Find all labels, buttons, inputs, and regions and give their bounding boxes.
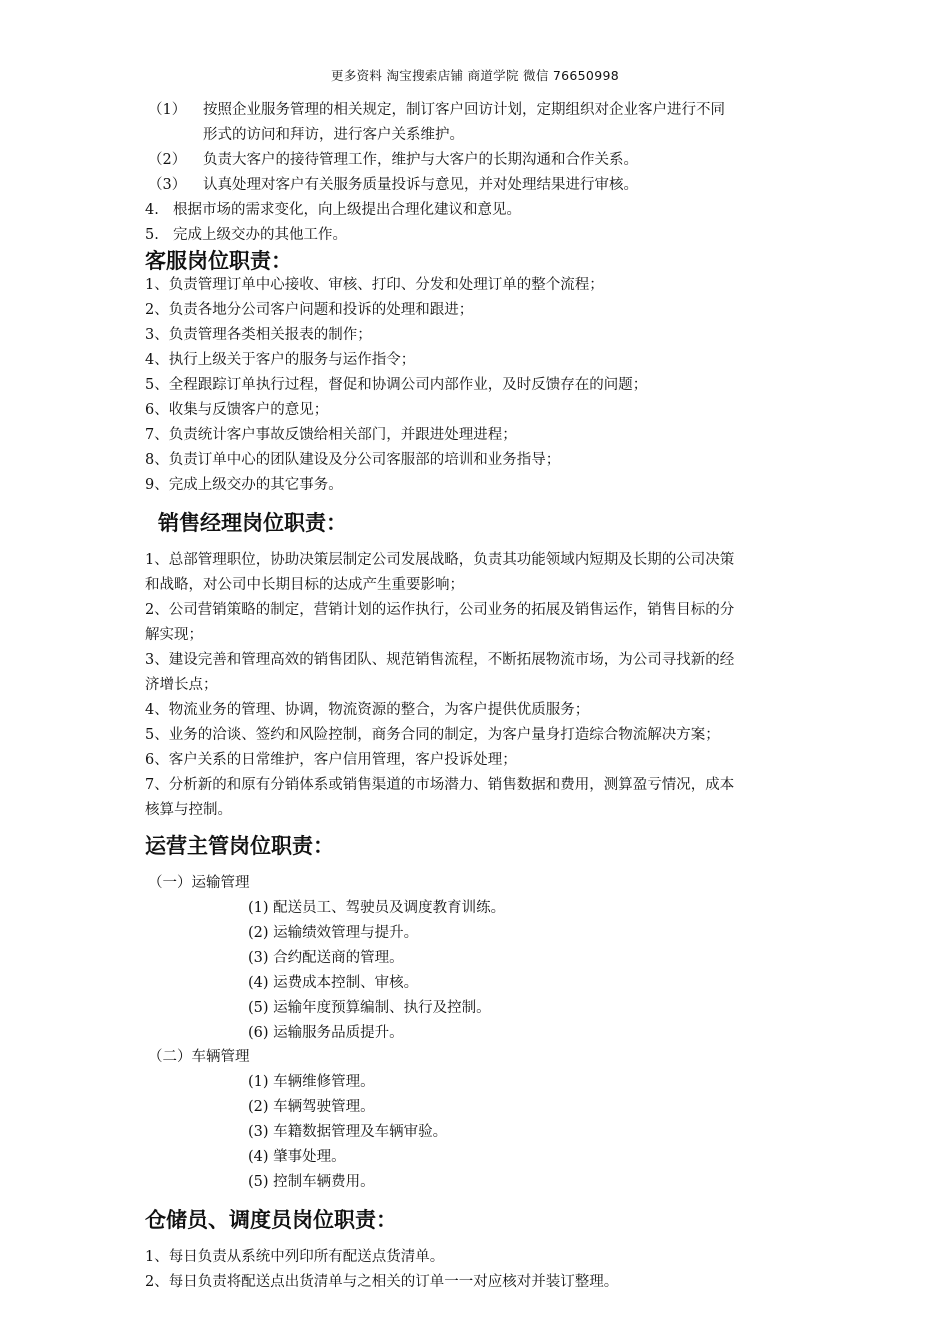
intro-item-5-number: 5. xyxy=(145,227,159,243)
xiaoshou-item-line: 4、物流业务的管理、协调，物流资源的整合，为客户提供优质服务； xyxy=(145,702,590,718)
yunying-group-item: (5) 控制车辆费用。 xyxy=(248,1174,375,1190)
yunying-group-item: (3) 车籍数据管理及车辆审验。 xyxy=(248,1124,448,1140)
intro-item-1-number: （1） xyxy=(148,102,187,118)
xiaoshou-item-line: 2、公司营销策略的制定，营销计划的运作执行，公司业务的拓展及销售运作，销售目标的分 xyxy=(145,602,735,618)
intro-item-2 xyxy=(148,150,638,170)
yunying-group-item: (4) 肇事处理。 xyxy=(248,1149,346,1165)
xiaoshou-item-line: 解实现； xyxy=(145,627,203,643)
intro-item-5-text: 完成上级交办的其他工作。 xyxy=(173,227,347,243)
page-header: 更多资料 淘宝搜索店铺 商道学院 微信 76650998 xyxy=(331,68,619,83)
yunying-group-item: (4) 运费成本控制、审核。 xyxy=(248,975,419,991)
kefu-item: 2、负责各地分公司客户问题和投诉的处理和跟进； xyxy=(145,302,474,318)
kefu-heading: 客服岗位职责： xyxy=(145,249,292,273)
kefu-item: 5、全程跟踪订单执行过程，督促和协调公司内部作业，及时反馈存在的问题； xyxy=(145,377,648,393)
xiaoshou-item-line: 7、分析新的和原有分销体系或销售渠道的市场潜力、销售数据和费用，测算盈亏情况，成本 xyxy=(145,777,735,793)
intro-item-2-number: （2） xyxy=(148,152,187,168)
cangchu-item: 1、每日负责从系统中列印所有配送点货清单。 xyxy=(145,1249,445,1265)
cangchu-item: 2、每日负责将配送点出货清单与之相关的订单一一对应核对并装订整理。 xyxy=(145,1274,619,1290)
kefu-item: 7、负责统计客户事故反馈给相关部门，并跟进处理进程； xyxy=(145,427,517,443)
xiaoshou-item-line: 济增长点； xyxy=(145,677,218,693)
yunying-heading: 运营主管岗位职责： xyxy=(145,834,334,858)
yunying-group-item: (3) 合约配送商的管理。 xyxy=(248,950,404,966)
xiaoshou-item-line: 6、客户关系的日常维护，客户信用管理，客户投诉处理； xyxy=(145,752,517,768)
intro-item-4 xyxy=(145,200,521,220)
yunying-group-label: （二）车辆管理 xyxy=(148,1049,250,1065)
cangchu-heading: 仓储员、调度员岗位职责： xyxy=(145,1208,397,1232)
intro-item-1 xyxy=(148,100,725,120)
xiaoshou-item-line: 3、建设完善和管理高效的销售团队、规范销售流程，不断拓展物流市场，为公司寻找新的经 xyxy=(145,652,735,668)
xiaoshou-item-line: 1、总部管理职位，协助决策层制定公司发展战略，负责其功能领域内短期及长期的公司决策 xyxy=(145,552,735,568)
intro-item-3 xyxy=(148,175,638,195)
yunying-group-item: (6) 运输服务品质提升。 xyxy=(248,1025,404,1041)
kefu-item: 4、执行上级关于客户的服务与运作指令； xyxy=(145,352,416,368)
intro-item-4-text: 根据市场的需求变化，向上级提出合理化建议和意见。 xyxy=(173,202,521,218)
intro-item-5 xyxy=(145,225,347,245)
kefu-item: 9、完成上级交办的其它事务。 xyxy=(145,477,343,493)
intro-item-2-text: 负责大客户的接待管理工作，维护与大客户的长期沟通和合作关系。 xyxy=(203,152,638,168)
yunying-group-item: (5) 运输年度预算编制、执行及控制。 xyxy=(248,1000,491,1016)
intro-item-1-text: 按照企业服务管理的相关规定，制订客户回访计划，定期组织对企业客户进行不同 xyxy=(203,102,725,118)
xiaoshou-item-line: 核算与控制。 xyxy=(145,802,232,818)
intro-item-4-number: 4. xyxy=(145,202,159,218)
yunying-group-item: (2) 车辆驾驶管理。 xyxy=(248,1099,375,1115)
kefu-item: 6、收集与反馈客户的意见； xyxy=(145,402,329,418)
xiaoshou-heading: 销售经理岗位职责： xyxy=(158,511,347,535)
intro-item-1-continuation: 形式的访问和拜访，进行客户关系维护。 xyxy=(203,127,464,143)
kefu-item: 1、负责管理订单中心接收、审核、打印、分发和处理订单的整个流程； xyxy=(145,277,604,293)
yunying-group-label: （一）运输管理 xyxy=(148,875,250,891)
yunying-group-item: (2) 运输绩效管理与提升。 xyxy=(248,925,419,941)
xiaoshou-item-line: 和战略，对公司中长期目标的达成产生重要影响； xyxy=(145,577,464,593)
xiaoshou-item-line: 5、业务的洽谈、签约和风险控制，商务合同的制定，为客户量身打造综合物流解决方案； xyxy=(145,727,720,743)
yunying-group-item: (1) 车辆维修管理。 xyxy=(248,1074,375,1090)
kefu-item: 8、负责订单中心的团队建设及分公司客服部的培训和业务指导； xyxy=(145,452,561,468)
kefu-item: 3、负责管理各类相关报表的制作； xyxy=(145,327,372,343)
yunying-group-item: (1) 配送员工、驾驶员及调度教育训练。 xyxy=(248,900,506,916)
intro-item-3-number: （3） xyxy=(148,177,187,193)
intro-item-3-text: 认真处理对客户有关服务质量投诉与意见，并对处理结果进行审核。 xyxy=(203,177,638,193)
